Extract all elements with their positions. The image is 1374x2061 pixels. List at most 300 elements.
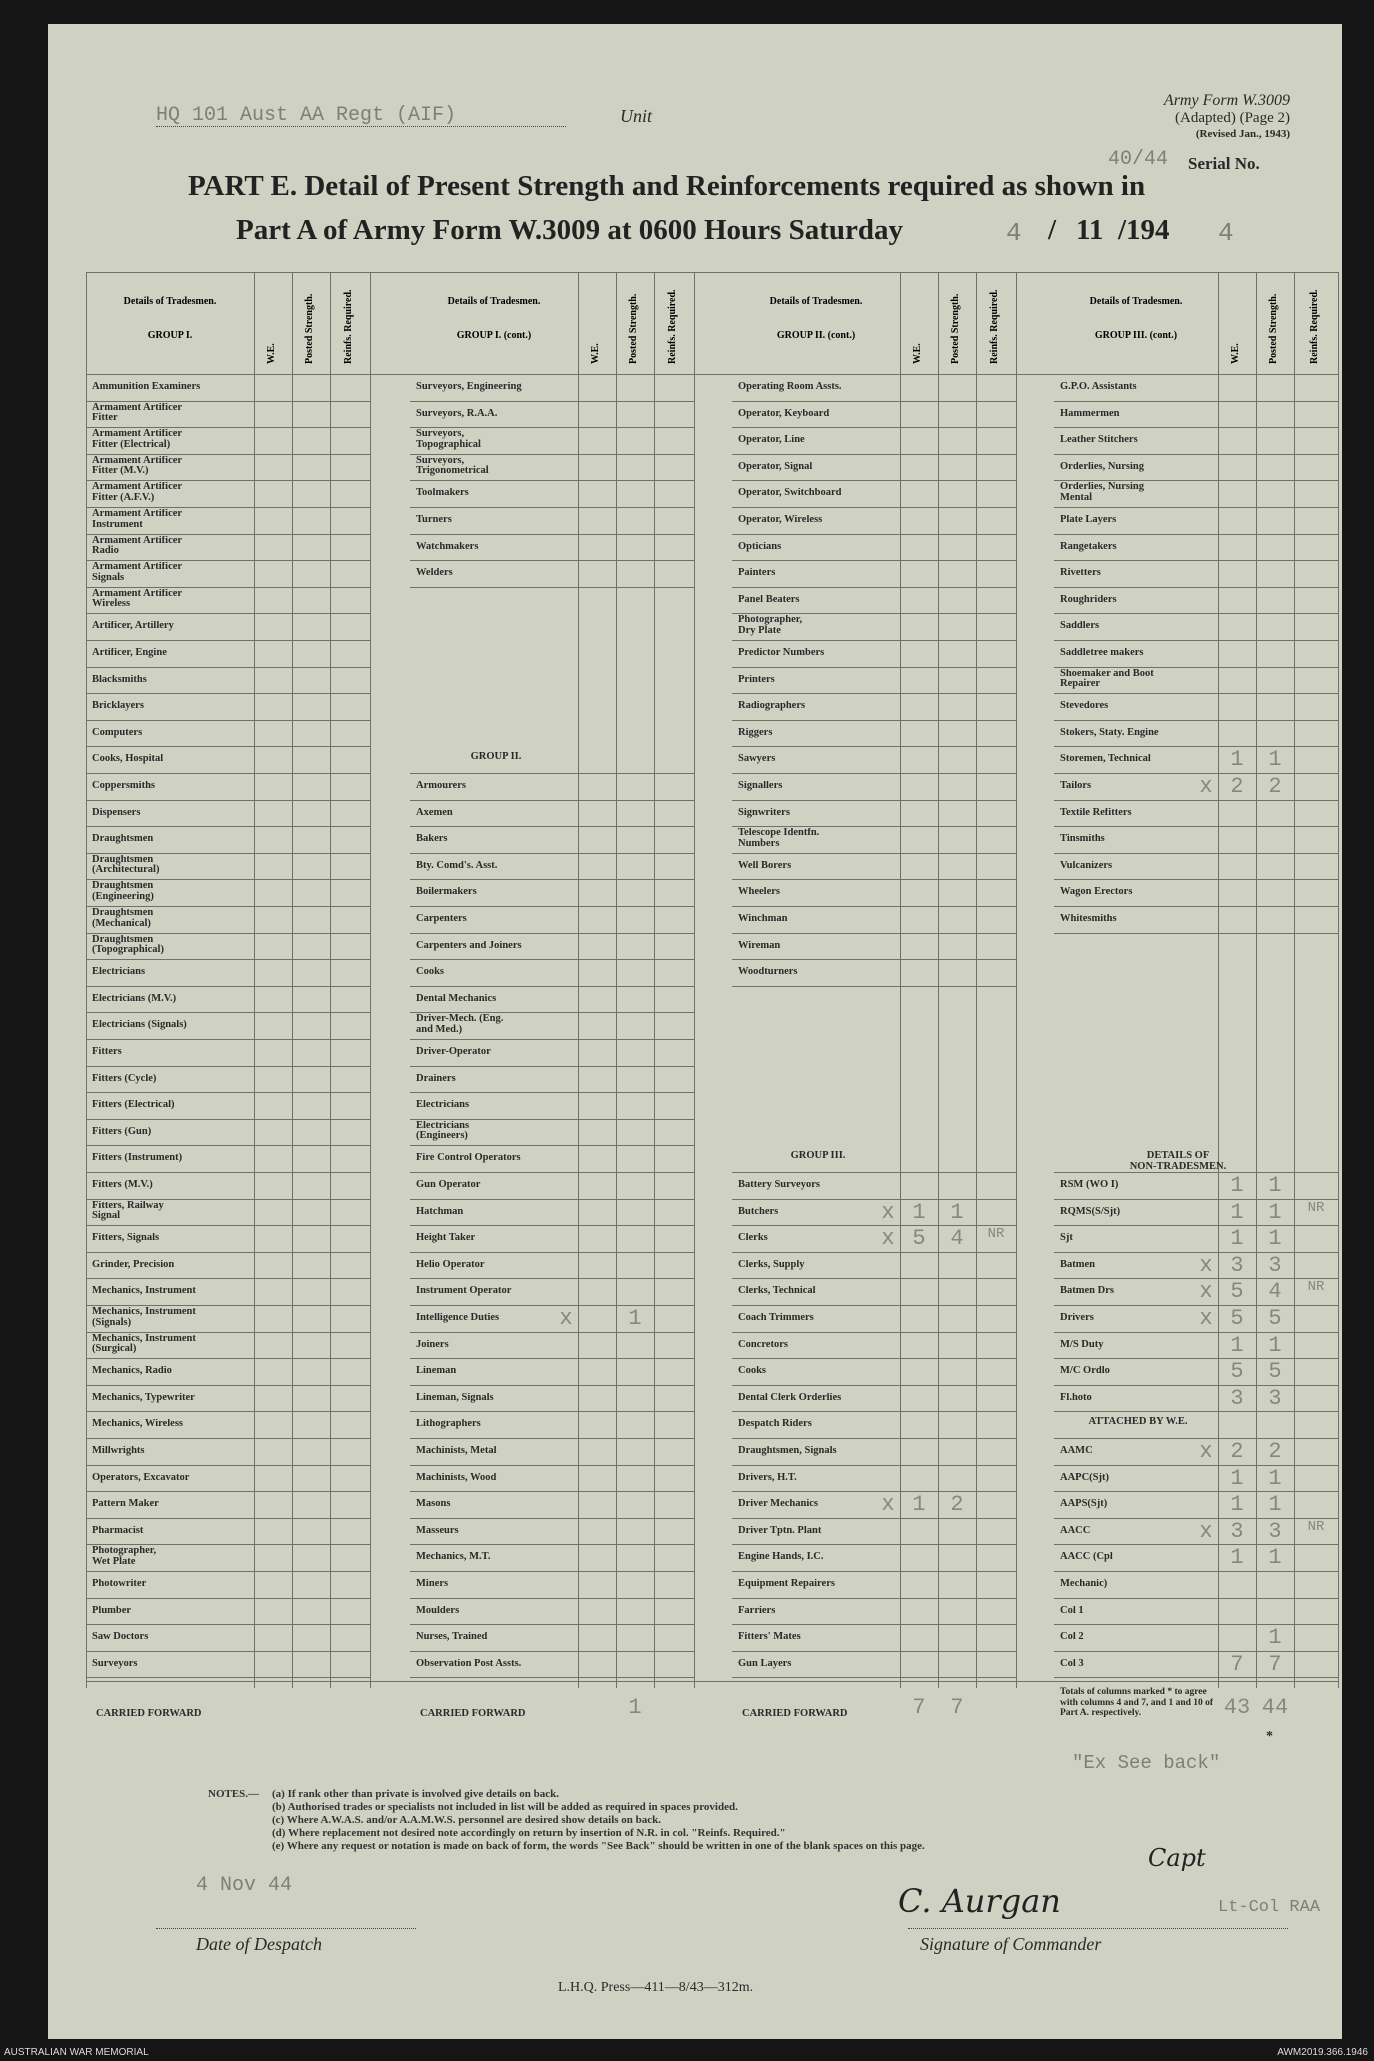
trade-label: Fitters (Gun) — [92, 1126, 152, 1137]
trade-label: Armament Artificer Wireless — [92, 588, 183, 610]
trade-label: Blacksmiths — [92, 674, 147, 685]
posted-value: 1 — [1268, 1173, 1282, 1198]
trade-label: Bty. Comd's. Asst. — [416, 860, 498, 871]
row-rule — [86, 906, 370, 907]
trade-label: Carpenters and Joiners — [416, 940, 522, 951]
trade-label: Mechanics, M.T. — [416, 1552, 491, 1563]
trade-label: Fitters, Signals — [92, 1233, 160, 1244]
row-rule — [86, 1252, 370, 1253]
serial-label: Serial No. — [1188, 154, 1260, 173]
signature-label: Signature of Commander — [920, 1934, 1102, 1954]
form-revised: (Revised Jan., 1943) — [1195, 128, 1290, 140]
despatch-date: 4 Nov 44 — [196, 1874, 293, 1897]
row-rule — [86, 1119, 370, 1120]
header-col-2-1: W.E. — [590, 343, 601, 364]
table-right-rule — [1338, 272, 1339, 1688]
unit-typed: HQ 101 Aust AA Regt (AIF) — [156, 104, 457, 127]
header-col-4-3: Reinfs. Required. — [1309, 289, 1320, 364]
row-rule — [1054, 401, 1338, 402]
header-col-2-3: Reinfs. Required. — [667, 289, 678, 364]
trade-label: M/C Ordlo — [1060, 1366, 1110, 1377]
row-rule — [410, 1039, 694, 1040]
row-rule — [732, 986, 1016, 987]
date-sep-2: /194 — [1118, 214, 1170, 246]
posted-value: 1 — [1268, 1465, 1282, 1491]
row-rule — [410, 1172, 694, 1173]
we-value: 1 — [1230, 1492, 1244, 1518]
trade-label: Predictor Numbers — [738, 648, 825, 658]
trade-label: Mechanics, Radio — [92, 1366, 172, 1377]
trade-label: Height Taker — [416, 1233, 476, 1244]
trade-label: Coach Trimmers — [738, 1313, 814, 1323]
row-rule — [410, 1518, 694, 1519]
col-rule — [578, 272, 579, 1688]
col-rule — [900, 272, 901, 1688]
row-rule — [732, 1651, 1016, 1652]
posted-value: 4 — [950, 1226, 964, 1252]
row-rule — [732, 693, 1016, 694]
col-rule — [330, 272, 331, 1688]
row-rule — [410, 1119, 694, 1120]
posted-value: 1 — [950, 1199, 964, 1225]
trade-label: Storemen, Technical — [1060, 754, 1151, 765]
trade-label: Draughtsmen, Signals — [738, 1446, 837, 1456]
trade-label: Masons — [416, 1499, 451, 1510]
trade-label: Computers — [92, 727, 143, 738]
row-rule — [86, 640, 370, 641]
trade-label: Instrument Operator — [416, 1286, 512, 1297]
trade-label: Carpenters — [416, 914, 467, 924]
trade-label: Tailors — [1060, 781, 1092, 791]
see-back: "Ex See back" — [1072, 1752, 1221, 1774]
trade-label: Cooks — [416, 967, 445, 978]
row-rule — [86, 1598, 370, 1599]
row-rule — [86, 959, 370, 960]
trade-label: Operator, Wireless — [738, 515, 823, 525]
trade-label: Clerks — [738, 1233, 768, 1244]
header-col-1-1: W.E. — [266, 343, 277, 364]
trade-label: Nurses, Trained — [416, 1632, 488, 1643]
we-value: 1 — [1230, 1199, 1244, 1225]
row-rule — [732, 534, 1016, 535]
row-rule — [86, 427, 370, 428]
posted-value: 3 — [1268, 1252, 1282, 1278]
header-col-1-2: Posted Strength. — [304, 293, 315, 364]
row-rule — [1054, 640, 1338, 641]
trade-label: Mechanics, Instrument — [92, 1286, 196, 1297]
posted-value: 7 — [1268, 1651, 1282, 1677]
header-details-3: Details of Tradesmen. — [769, 296, 863, 307]
trade-label: Whitesmiths — [1060, 914, 1117, 924]
row-rule — [86, 613, 370, 614]
row-rule — [410, 427, 694, 428]
posted-value: 1 — [1268, 1199, 1282, 1225]
cf-posted-value: 1 — [628, 1695, 642, 1721]
col-rule — [938, 272, 939, 1688]
totals-note: Totals of columns marked * to agree with columns 4 and 7, and 1 and 10 of Part A. respectively. — [1060, 1687, 1214, 1719]
credit-left: AUSTRALIAN WAR MEMORIAL — [4, 2047, 149, 2058]
trade-label: Col 3 — [1060, 1658, 1084, 1669]
row-rule — [86, 800, 370, 801]
row-rule — [732, 746, 1016, 747]
trade-label: Hatchman — [416, 1206, 464, 1217]
carried-forward-label: CARRIED FORWARD — [420, 1709, 526, 1720]
row-rule — [86, 853, 370, 854]
serial-typed: 40/44 — [1108, 148, 1169, 171]
row-rule — [86, 480, 370, 481]
signature-rank: Capt — [1148, 1844, 1206, 1872]
row-rule — [732, 1252, 1016, 1253]
we-value: 1 — [1230, 1332, 1244, 1358]
trade-label: Roughriders — [1060, 594, 1117, 605]
signature: C. Aurgan — [898, 1882, 1061, 1920]
trade-label: Farriers — [738, 1605, 776, 1616]
posted-value: 1 — [1268, 1492, 1282, 1518]
trade-label: Axemen — [416, 807, 453, 818]
trade-label: Wireman — [738, 940, 781, 951]
posted-value: 1 — [1268, 747, 1282, 773]
row-rule — [410, 480, 694, 481]
row-rule — [86, 454, 370, 455]
header-details-4: Details of Tradesmen. — [1089, 296, 1183, 307]
trade-label: Batmen Drs — [1060, 1286, 1114, 1297]
carried-forward-label: CARRIED FORWARD — [742, 1709, 848, 1720]
note-d: (d) Where replacement not desired note accordingly on return by insertion of N.R. in col. "Reinfs. Required." — [272, 1827, 786, 1839]
posted-value: 3 — [1268, 1518, 1282, 1544]
row-rule — [86, 1544, 370, 1545]
trade-label: Armourers — [416, 781, 466, 791]
we-value: 3 — [1230, 1252, 1244, 1278]
trade-label: Surveyors, R.A.A. — [416, 408, 498, 419]
we-value: 5 — [1230, 1359, 1244, 1385]
row-rule — [732, 773, 1016, 774]
trade-label: Boilermakers — [416, 887, 477, 898]
trade-label: Lithographers — [416, 1419, 481, 1430]
trade-label: Millwrights — [92, 1446, 145, 1456]
trade-label: Armament Artificer Fitter (Electrical) — [92, 429, 183, 450]
trade-label: Draughtsmen (Mechanical) — [92, 908, 154, 929]
row-rule — [86, 1066, 370, 1067]
trade-label: Wagon Erectors — [1060, 887, 1133, 898]
trade-label: Lineman, Signals — [416, 1392, 494, 1403]
row-rule — [732, 1438, 1016, 1439]
row-rule — [86, 560, 370, 561]
row-rule — [410, 454, 694, 455]
reinf-value: NR — [987, 1226, 1005, 1243]
row-rule — [410, 1651, 694, 1652]
row-rule — [1054, 1358, 1338, 1359]
row-rule — [732, 613, 1016, 614]
trade-label: Plate Layers — [1060, 515, 1117, 525]
row-rule — [86, 667, 370, 668]
trade-label: Drivers — [1060, 1313, 1094, 1323]
row-rule — [1054, 480, 1338, 481]
trade-label: Textile Refitters — [1060, 807, 1132, 818]
row-rule — [732, 1172, 1016, 1173]
row-rule — [86, 933, 370, 934]
trade-label: Hammermen — [1060, 408, 1120, 419]
row-rule — [410, 1491, 694, 1492]
trade-label: Orderlies, Nursing Mental — [1060, 482, 1144, 503]
trade-label: Fitters (Electrical) — [92, 1100, 175, 1111]
row-rule — [86, 986, 370, 987]
we-value: 1 — [912, 1199, 926, 1225]
row-rule — [86, 1571, 370, 1572]
form-sheet — [48, 24, 1342, 2039]
row-rule — [410, 1252, 694, 1253]
posted-value: 5 — [1268, 1306, 1282, 1331]
despatch-label: Date of Despatch — [196, 1934, 322, 1954]
row-rule — [86, 1518, 370, 1519]
trade-label: AACC (Cpl — [1060, 1552, 1113, 1563]
trade-label: Artificer, Engine — [92, 648, 167, 658]
trade-label: Armament Artificer Fitter — [92, 402, 183, 424]
we-value: 2 — [1230, 774, 1244, 799]
x-mark: x — [1199, 1306, 1213, 1331]
header-details-1: Details of Tradesmen. — [123, 296, 217, 307]
group-heading: DETAILS OF NON-TRADESMEN. — [1129, 1151, 1227, 1172]
row-rule — [410, 560, 694, 561]
row-rule — [1054, 1491, 1338, 1492]
row-rule — [732, 800, 1016, 801]
row-rule — [410, 1438, 694, 1439]
row-rule — [410, 1225, 694, 1226]
row-rule — [732, 720, 1016, 721]
trade-label: Helio Operator — [416, 1259, 485, 1270]
col-rule — [654, 272, 655, 1688]
row-rule — [1054, 1651, 1338, 1652]
trade-label: Opticians — [738, 541, 782, 552]
row-rule — [1054, 800, 1338, 801]
trade-label: Radiographers — [738, 701, 806, 712]
row-rule — [86, 1199, 370, 1200]
we-value: 1 — [1230, 1173, 1244, 1198]
trade-label: Joiners — [416, 1339, 449, 1350]
row-rule — [410, 959, 694, 960]
trade-label: Draughtsmen (Architectural) — [92, 854, 160, 876]
trade-label: Col 1 — [1060, 1605, 1084, 1616]
row-rule — [1054, 853, 1338, 854]
row-rule — [410, 1012, 694, 1013]
trade-label: Operator, Signal — [738, 461, 813, 472]
trade-label: Surveyors — [92, 1658, 138, 1669]
row-rule — [1054, 587, 1338, 588]
trade-label: Drivers, H.T. — [738, 1472, 797, 1483]
trade-label: Armament Artificer Fitter (M.V.) — [92, 455, 183, 477]
trade-label: Operator, Keyboard — [738, 408, 830, 419]
header-col-4-1: W.E. — [1230, 343, 1241, 364]
row-rule — [732, 401, 1016, 402]
we-value: 5 — [1230, 1306, 1244, 1331]
trade-label: Machinists, Wood — [416, 1472, 497, 1483]
trade-label: Stokers, Staty. Engine — [1060, 727, 1159, 738]
row-rule — [86, 1624, 370, 1625]
title-line-1: PART E. Detail of Present Strength and Reinforcements required as shown in — [188, 170, 1146, 202]
row-rule — [1054, 613, 1338, 614]
credit-right: AWM2019.366.1946 — [1277, 2047, 1368, 2058]
col-rule — [254, 272, 255, 1688]
row-rule — [1054, 746, 1338, 747]
row-rule — [86, 1411, 370, 1412]
header-group-3: GROUP II. (cont.) — [776, 330, 856, 341]
header-group-1: GROUP I. — [147, 330, 193, 341]
trade-label: Tinsmiths — [1060, 834, 1105, 845]
header-col-4-2: Posted Strength. — [1268, 293, 1279, 364]
cf-we-value: 7 — [912, 1695, 926, 1721]
trade-label: Operating Room Assts. — [738, 382, 842, 392]
trade-label: Vulcanizers — [1060, 860, 1113, 871]
row-rule — [410, 986, 694, 987]
we-value: 3 — [1230, 1518, 1244, 1544]
trade-label: Fitters, Railway Signal — [92, 1200, 164, 1222]
trade-label: Rangetakers — [1060, 541, 1117, 552]
row-rule — [732, 1677, 1016, 1678]
row-rule — [1054, 879, 1338, 880]
trade-label: Fire Control Operators — [416, 1153, 521, 1164]
unit-underline — [156, 126, 566, 127]
trade-label: G.P.O. Assistants — [1060, 382, 1137, 392]
row-rule — [86, 720, 370, 721]
row-rule — [732, 507, 1016, 508]
row-rule — [1054, 667, 1338, 668]
trade-label: Armament Artificer Radio — [92, 535, 183, 557]
total-star: * — [1266, 1729, 1273, 1745]
posted-value: 5 — [1268, 1359, 1282, 1385]
title-line-2: Part A of Army Form W.3009 at 0600 Hours Saturday — [236, 214, 903, 246]
trade-label: AACC — [1060, 1525, 1091, 1536]
trade-label: Telescope Identfn. Numbers — [738, 828, 820, 849]
row-rule — [410, 879, 694, 880]
row-rule — [410, 933, 694, 934]
trade-label: Col 2 — [1060, 1632, 1084, 1643]
we-value: 1 — [1230, 1465, 1244, 1491]
trade-label: Photographer, Wet Plate — [92, 1546, 157, 1567]
row-rule — [1054, 1225, 1338, 1226]
posted-value: 1 — [1268, 1545, 1282, 1571]
x-mark: x — [559, 1306, 573, 1331]
x-mark: x — [1199, 1252, 1213, 1278]
group-rule — [694, 272, 695, 1688]
row-rule — [732, 1518, 1016, 1519]
row-rule — [732, 587, 1016, 588]
row-rule — [410, 773, 694, 774]
trade-label: Armament Artificer Instrument — [92, 509, 183, 530]
trade-label: Dental Mechanics — [416, 993, 497, 1004]
signature-title: Lt-Col RAA — [1218, 1898, 1321, 1917]
trade-label: Plumber — [92, 1605, 132, 1616]
header-group-2: GROUP I. (cont.) — [456, 330, 532, 341]
we-value: 1 — [1230, 747, 1244, 773]
trade-label: Shoemaker and Boot Repairer — [1060, 668, 1154, 690]
trade-label: Fitters — [92, 1047, 122, 1057]
row-rule — [86, 1225, 370, 1226]
we-value: 5 — [1230, 1279, 1244, 1305]
row-rule — [86, 1332, 370, 1333]
trade-label: Dental Clerk Orderlies — [738, 1392, 842, 1403]
form-adapted: (Adapted) (Page 2) — [1175, 110, 1290, 126]
press-line: L.H.Q. Press—411—8/43—312m. — [558, 1980, 754, 1995]
row-rule — [86, 401, 370, 402]
trade-label: Fitters (Cycle) — [92, 1073, 157, 1084]
row-rule — [1054, 534, 1338, 535]
table-top-rule — [86, 272, 1338, 273]
posted-value: 1 — [1268, 1226, 1282, 1252]
row-rule — [1054, 560, 1338, 561]
trade-label: Operator, Switchboard — [738, 488, 842, 499]
trade-label: Draughtsmen (Topographical) — [92, 934, 164, 956]
row-rule — [732, 480, 1016, 481]
x-mark: x — [1199, 774, 1213, 799]
total-we-value: 43 — [1223, 1695, 1251, 1721]
row-rule — [410, 1677, 694, 1678]
trade-label: Ammunition Examiners — [92, 382, 201, 392]
trade-label: Electricians (Engineers) — [416, 1120, 470, 1142]
trade-label: RQMS(S/Sjt) — [1060, 1206, 1121, 1217]
row-rule — [1054, 1411, 1338, 1412]
row-rule — [1054, 720, 1338, 721]
trade-label: Engine Hands, I.C. — [738, 1552, 824, 1563]
row-rule — [1054, 1465, 1338, 1466]
posted-value: 2 — [950, 1492, 964, 1518]
trade-label: Leather Stitchers — [1060, 435, 1138, 446]
row-rule — [86, 1278, 370, 1279]
trade-label: Photowriter — [92, 1579, 147, 1589]
trade-label: Fitters (M.V.) — [92, 1180, 153, 1190]
reinf-value: NR — [1307, 1199, 1325, 1216]
row-rule — [86, 1305, 370, 1306]
row-rule — [86, 693, 370, 694]
header-group-4: GROUP III. (cont.) — [1094, 330, 1178, 341]
we-value: 3 — [1230, 1385, 1244, 1411]
trade-label: Rivetters — [1060, 568, 1101, 579]
cf-posted-value: 7 — [950, 1695, 964, 1721]
row-rule — [732, 1571, 1016, 1572]
row-rule — [86, 746, 370, 747]
trade-label: Driver Mechanics — [738, 1499, 818, 1510]
row-rule — [410, 1411, 694, 1412]
posted-value: 1 — [1268, 1332, 1282, 1358]
date-year: 4 — [1218, 218, 1234, 248]
row-rule — [86, 507, 370, 508]
we-value: 1 — [1230, 1545, 1244, 1571]
carried-forward-label: CARRIED FORWARD — [96, 1709, 202, 1720]
trade-label: Electricians (Signals) — [92, 1020, 187, 1031]
reinf-value: NR — [1307, 1279, 1325, 1296]
row-rule — [86, 1677, 370, 1678]
trade-label: Equipment Repairers — [738, 1579, 835, 1589]
row-rule — [410, 507, 694, 508]
trade-label: Clerks, Supply — [738, 1259, 805, 1270]
trade-label: Photographer, Dry Plate — [738, 615, 803, 636]
row-rule — [732, 560, 1016, 561]
trade-label: Saw Doctors — [92, 1632, 149, 1643]
trade-label: Winchman — [738, 914, 788, 924]
x-mark: x — [1199, 1279, 1213, 1305]
trade-label: Mechanics, Instrument (Surgical) — [92, 1333, 196, 1355]
row-rule — [1054, 427, 1338, 428]
trade-label: Artificer, Artillery — [92, 621, 174, 632]
posted-value: 1 — [1268, 1625, 1282, 1651]
row-rule — [86, 1651, 370, 1652]
trade-label: Driver Tptn. Plant — [738, 1525, 822, 1536]
posted-value: 1 — [628, 1306, 642, 1331]
row-rule — [86, 1358, 370, 1359]
row-rule — [732, 1385, 1016, 1386]
trade-label: AAPS(Sjt) — [1060, 1499, 1108, 1510]
posted-value: 3 — [1268, 1385, 1282, 1411]
despatch-underline — [156, 1928, 416, 1929]
notes-head: NOTES.— — [208, 1788, 260, 1800]
